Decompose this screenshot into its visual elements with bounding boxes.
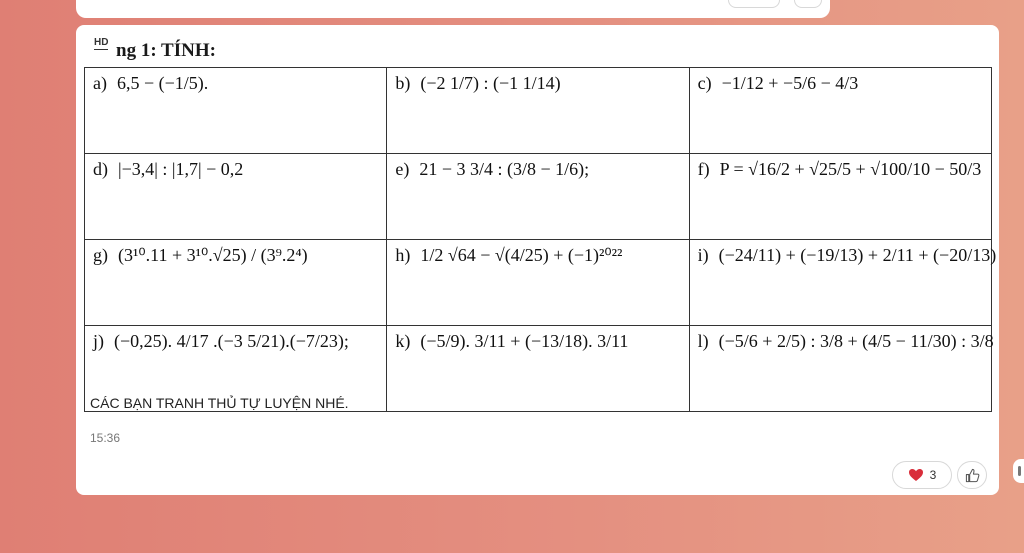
thumbs-up-icon xyxy=(965,468,980,483)
reaction-count: 3 xyxy=(929,468,937,482)
exercise-label: d) xyxy=(93,159,108,179)
previous-like-pill[interactable] xyxy=(794,0,822,8)
exercise-expression: (−0,25). 4/17 .(−3 5/21).(−7/23); xyxy=(114,331,349,351)
exercise-label: l) xyxy=(697,331,709,351)
exercise-expression: (−24/11) + (−19/13) + 2/11 + (−20/13) xyxy=(718,245,997,265)
previous-reaction-pill[interactable] xyxy=(728,0,780,8)
exercise-expression: −1/12 + −5/6 − 4/3 xyxy=(721,73,859,93)
previous-message-bubble xyxy=(76,0,830,18)
exercise-label: f) xyxy=(697,159,710,179)
exercise-expression: 21 − 3 3/4 : (3/8 − 1/6); xyxy=(419,159,590,179)
exercise-cell-i xyxy=(689,240,997,326)
like-button[interactable] xyxy=(957,461,987,489)
table-row xyxy=(85,154,992,240)
exercise-expression: 6,5 − (−1/5). xyxy=(116,73,209,93)
exercise-label: b) xyxy=(395,73,411,93)
exercise-cell-a xyxy=(85,68,387,154)
exercise-cell-f xyxy=(689,154,991,240)
exercise-label: h) xyxy=(395,245,411,265)
exercise-expression: (−2 1/7) : (−1 1/14) xyxy=(420,73,561,93)
hd-badge[interactable]: HD xyxy=(94,37,109,48)
message-timestamp: 15:36 xyxy=(90,431,121,445)
exercise-cell-e xyxy=(387,154,689,240)
exercise-label: i) xyxy=(697,245,709,265)
exercise-label: j) xyxy=(93,331,104,351)
exercise-expression: (−5/9). 3/11 + (−13/18). 3/11 xyxy=(420,331,629,351)
exercise-cell-k xyxy=(387,326,689,412)
message-bubble xyxy=(76,25,999,495)
exercise-table xyxy=(84,67,997,412)
exercise-label: g) xyxy=(93,245,108,265)
exercise-cell-d xyxy=(85,154,387,240)
handle-grip-icon xyxy=(1018,466,1021,476)
side-panel-handle[interactable] xyxy=(1013,459,1024,483)
exercise-expression: (3¹⁰.11 + 3¹⁰.√25) / (3⁹.2⁴) xyxy=(118,245,308,265)
message-note: CÁC BẠN TRANH THỦ TỰ LUYỆN NHÉ. xyxy=(90,395,349,411)
table-row xyxy=(85,240,992,326)
exercise-expression: 1/2 √64 − √(4/25) + (−1)²⁰²² xyxy=(420,245,623,265)
heading-text: ng 1: TÍNH: xyxy=(116,40,216,61)
exercise-cell-l xyxy=(689,326,994,412)
exercise-label: k) xyxy=(395,331,411,351)
table-row xyxy=(85,68,992,154)
exercise-cell-b xyxy=(387,68,689,154)
exercise-cell-c xyxy=(689,68,991,154)
exercise-label: e) xyxy=(395,159,410,179)
heart-icon xyxy=(908,468,924,482)
exercise-cell-h xyxy=(387,240,689,326)
exercise-cell-g xyxy=(85,240,387,326)
exercise-label: a) xyxy=(93,73,107,93)
exercise-expression: |−3,4| : |1,7| − 0,2 xyxy=(118,159,244,179)
exercise-expression: (−5/6 + 2/5) : 3/8 + (4/5 − 11/30) : 3/8 xyxy=(718,331,994,351)
exercise-expression: P = √16/2 + √25/5 + √100/10 − 50/3 xyxy=(719,159,982,179)
exercise-label: c) xyxy=(697,73,712,93)
reaction-button[interactable] xyxy=(892,461,952,489)
